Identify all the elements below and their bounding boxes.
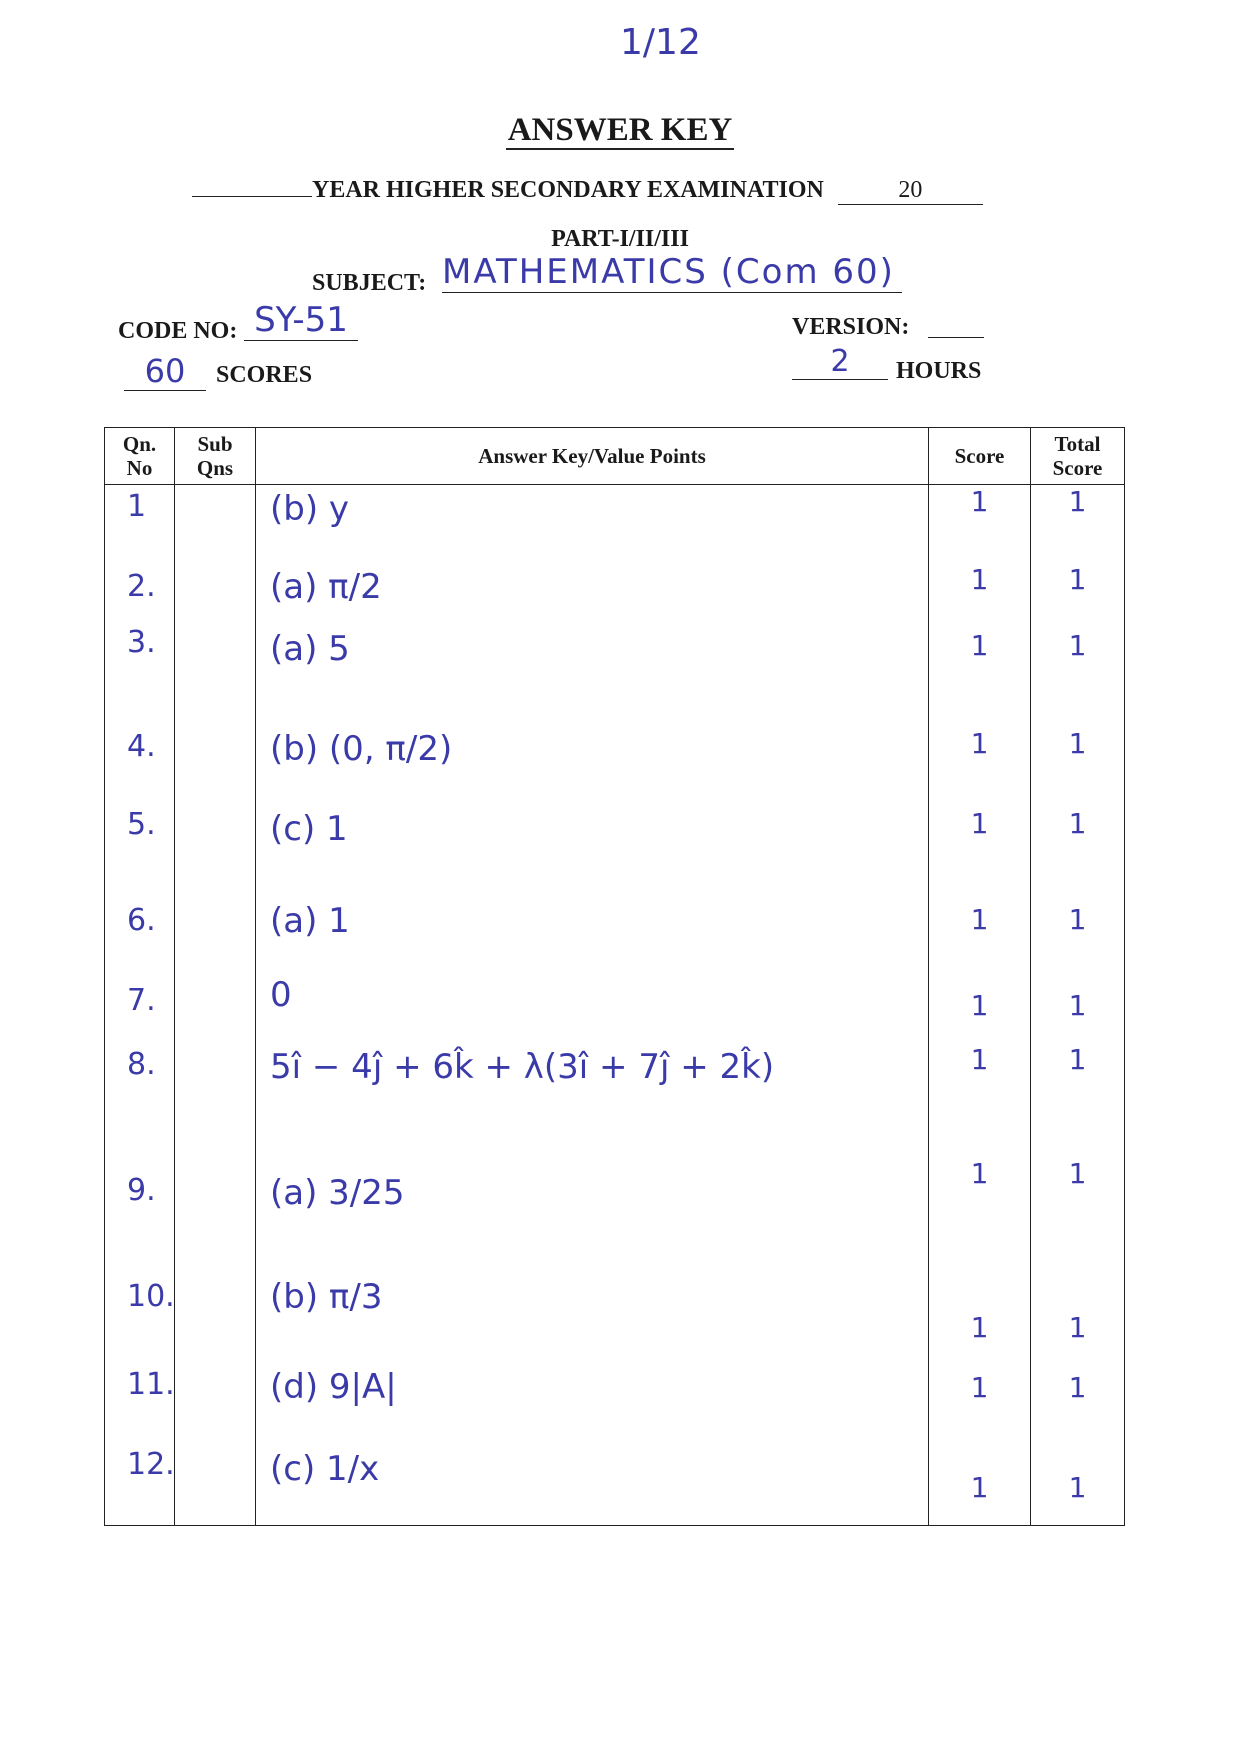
total-score-cell xyxy=(1031,1147,1125,1267)
header-score: Score xyxy=(929,428,1031,485)
sub-question xyxy=(175,1039,256,1147)
question-number-text: 9. xyxy=(127,1172,156,1208)
answer-cell-text: (a) 3/25 xyxy=(270,1172,405,1213)
score-cell-text: 1 xyxy=(970,902,989,936)
sub-question xyxy=(175,973,256,1039)
page-number: 1/12 xyxy=(620,22,701,63)
answer-cell xyxy=(256,485,929,549)
total-score-cell xyxy=(1031,893,1125,973)
answer-table xyxy=(104,427,1125,1526)
header-total xyxy=(1031,428,1125,485)
total-score-cell xyxy=(1031,1039,1125,1147)
score-cell xyxy=(929,797,1031,893)
table-row xyxy=(105,1353,1125,1433)
question-number-text: 11. xyxy=(127,1366,175,1402)
score-cell-text: 1 xyxy=(970,628,989,662)
question-number xyxy=(105,1353,175,1433)
question-number-text: 12. xyxy=(127,1446,175,1482)
table-body xyxy=(105,485,1125,1526)
question-number-text: 5. xyxy=(127,806,156,842)
total-score-cell xyxy=(1031,1353,1125,1433)
total-score-cell-text: 1 xyxy=(1068,1310,1087,1344)
answer-cell xyxy=(256,797,929,893)
sub-question xyxy=(175,1267,256,1353)
question-number xyxy=(105,797,175,893)
total-score-cell-text: 1 xyxy=(1068,485,1087,518)
table-row xyxy=(105,485,1125,549)
question-number-text: 8. xyxy=(127,1046,156,1082)
score-cell xyxy=(929,1039,1031,1147)
answer-cell xyxy=(256,893,929,973)
answer-cell xyxy=(256,707,929,797)
question-number xyxy=(105,1433,175,1526)
sub-question xyxy=(175,893,256,973)
total-score-cell xyxy=(1031,485,1125,549)
total-score-cell-text: 1 xyxy=(1068,988,1087,1022)
answer-cell xyxy=(256,1433,929,1526)
hours-value: 2 xyxy=(792,344,888,380)
score-cell xyxy=(929,549,1031,619)
answer-cell-text: 0 xyxy=(270,974,292,1015)
exam-year: 20 xyxy=(838,177,983,205)
score-cell-text: 1 xyxy=(970,485,989,518)
question-number-text: 10. xyxy=(127,1278,175,1314)
total-score-cell-text: 1 xyxy=(1068,1042,1087,1076)
total-score-cell-text: 1 xyxy=(1068,806,1087,840)
total-score-cell xyxy=(1031,549,1125,619)
score-cell-text: 1 xyxy=(970,1156,989,1190)
answer-cell-text: (a) 5 xyxy=(270,628,350,669)
total-score-cell-text: 1 xyxy=(1068,902,1087,936)
question-number-text: 2. xyxy=(127,568,156,604)
answer-cell xyxy=(256,1147,929,1267)
question-number xyxy=(105,893,175,973)
question-number-text: 6. xyxy=(127,902,156,938)
answer-cell xyxy=(256,1353,929,1433)
table-row xyxy=(105,1147,1125,1267)
table-row xyxy=(105,1433,1125,1526)
score-cell-text: 1 xyxy=(970,1470,989,1504)
score-cell-text: 1 xyxy=(970,726,989,760)
question-number-text: 3. xyxy=(127,624,156,660)
hours-label: HOURS xyxy=(896,358,982,384)
subject-value: MATHEMATICS (Com 60) xyxy=(442,252,902,293)
code-label: CODE NO: xyxy=(118,318,238,344)
sub-question xyxy=(175,1433,256,1526)
table-row xyxy=(105,1267,1125,1353)
total-score-cell xyxy=(1031,973,1125,1039)
table-row xyxy=(105,1039,1125,1147)
header-sub xyxy=(175,428,256,485)
score-cell-text: 1 xyxy=(970,988,989,1022)
table-row xyxy=(105,707,1125,797)
score-cell xyxy=(929,1353,1031,1433)
score-cell xyxy=(929,1433,1031,1526)
header-qno-text: Qn. No xyxy=(122,432,157,480)
total-score-cell-text: 1 xyxy=(1068,562,1087,596)
question-number-text: 4. xyxy=(127,728,156,764)
part-line: PART-I/II/III xyxy=(551,226,689,252)
question-number xyxy=(105,485,175,549)
answer-cell xyxy=(256,1039,929,1147)
scores-label: SCORES xyxy=(216,362,313,388)
question-number xyxy=(105,1039,175,1147)
header-qno xyxy=(105,428,175,485)
total-score-cell xyxy=(1031,797,1125,893)
score-cell-text: 1 xyxy=(970,562,989,596)
table-row xyxy=(105,893,1125,973)
answer-cell-text: (d) 9|A| xyxy=(270,1366,397,1407)
score-cell xyxy=(929,707,1031,797)
question-number-text: 1 xyxy=(127,489,147,524)
table-row xyxy=(105,797,1125,893)
total-score-cell-text: 1 xyxy=(1068,628,1087,662)
header-answer: Answer Key/Value Points xyxy=(256,428,929,485)
question-number xyxy=(105,707,175,797)
score-cell-text: 1 xyxy=(970,1042,989,1076)
question-number xyxy=(105,549,175,619)
page-title xyxy=(0,112,1240,149)
total-score-cell-text: 1 xyxy=(1068,1156,1087,1190)
answer-cell xyxy=(256,973,929,1039)
answer-cell-text: (b) (0, π/2) xyxy=(270,728,453,769)
question-number-text: 7. xyxy=(127,982,156,1018)
score-cell-text: 1 xyxy=(970,1370,989,1404)
sub-question xyxy=(175,797,256,893)
subject-label: SUBJECT: xyxy=(312,270,427,296)
score-cell xyxy=(929,1147,1031,1267)
question-number xyxy=(105,973,175,1039)
sub-question xyxy=(175,549,256,619)
sub-question xyxy=(175,707,256,797)
table-row xyxy=(105,619,1125,707)
scores-value: 60 xyxy=(124,352,206,391)
score-cell-text: 1 xyxy=(970,1310,989,1344)
year-blank xyxy=(192,176,312,197)
header-total-text: Total Score xyxy=(1052,432,1103,480)
answer-cell-text: 5î − 4ĵ + 6k̂ + λ(3î + 7ĵ + 2k̂) xyxy=(270,1046,775,1087)
score-cell xyxy=(929,619,1031,707)
answer-cell-text: (b) π/3 xyxy=(270,1276,383,1317)
answer-cell-text: (a) 1 xyxy=(270,900,350,941)
header-sub-text: Sub Qns xyxy=(196,432,234,480)
total-score-cell xyxy=(1031,1433,1125,1526)
exam-line xyxy=(192,176,983,205)
exam-line-text: YEAR HIGHER SECONDARY EXAMINATION xyxy=(312,177,824,203)
answer-cell-text: (c) 1/x xyxy=(270,1448,380,1489)
table-row xyxy=(105,549,1125,619)
sub-question xyxy=(175,485,256,549)
total-score-cell xyxy=(1031,619,1125,707)
code-value: SY-51 xyxy=(244,300,358,341)
answer-cell xyxy=(256,619,929,707)
page-title-text: ANSWER KEY xyxy=(507,112,733,148)
score-cell-text: 1 xyxy=(970,806,989,840)
version-label: VERSION: xyxy=(792,314,910,340)
question-number xyxy=(105,1267,175,1353)
score-cell xyxy=(929,893,1031,973)
answer-cell-text: (a) π/2 xyxy=(270,566,382,607)
answer-cell xyxy=(256,549,929,619)
answer-cell-text: (b) y xyxy=(270,489,350,529)
total-score-cell-text: 1 xyxy=(1068,1370,1087,1404)
total-score-cell-text: 1 xyxy=(1068,726,1087,760)
score-cell xyxy=(929,485,1031,549)
sub-question xyxy=(175,619,256,707)
total-score-cell xyxy=(1031,707,1125,797)
table-header-row xyxy=(105,428,1125,485)
total-score-cell xyxy=(1031,1267,1125,1353)
sub-question xyxy=(175,1147,256,1267)
total-score-cell-text: 1 xyxy=(1068,1470,1087,1504)
score-cell xyxy=(929,1267,1031,1353)
version-blank xyxy=(928,336,984,338)
answer-cell-text: (c) 1 xyxy=(270,808,348,849)
question-number xyxy=(105,619,175,707)
table-row xyxy=(105,973,1125,1039)
answer-cell xyxy=(256,1267,929,1353)
sub-question xyxy=(175,1353,256,1433)
question-number xyxy=(105,1147,175,1267)
score-cell xyxy=(929,973,1031,1039)
